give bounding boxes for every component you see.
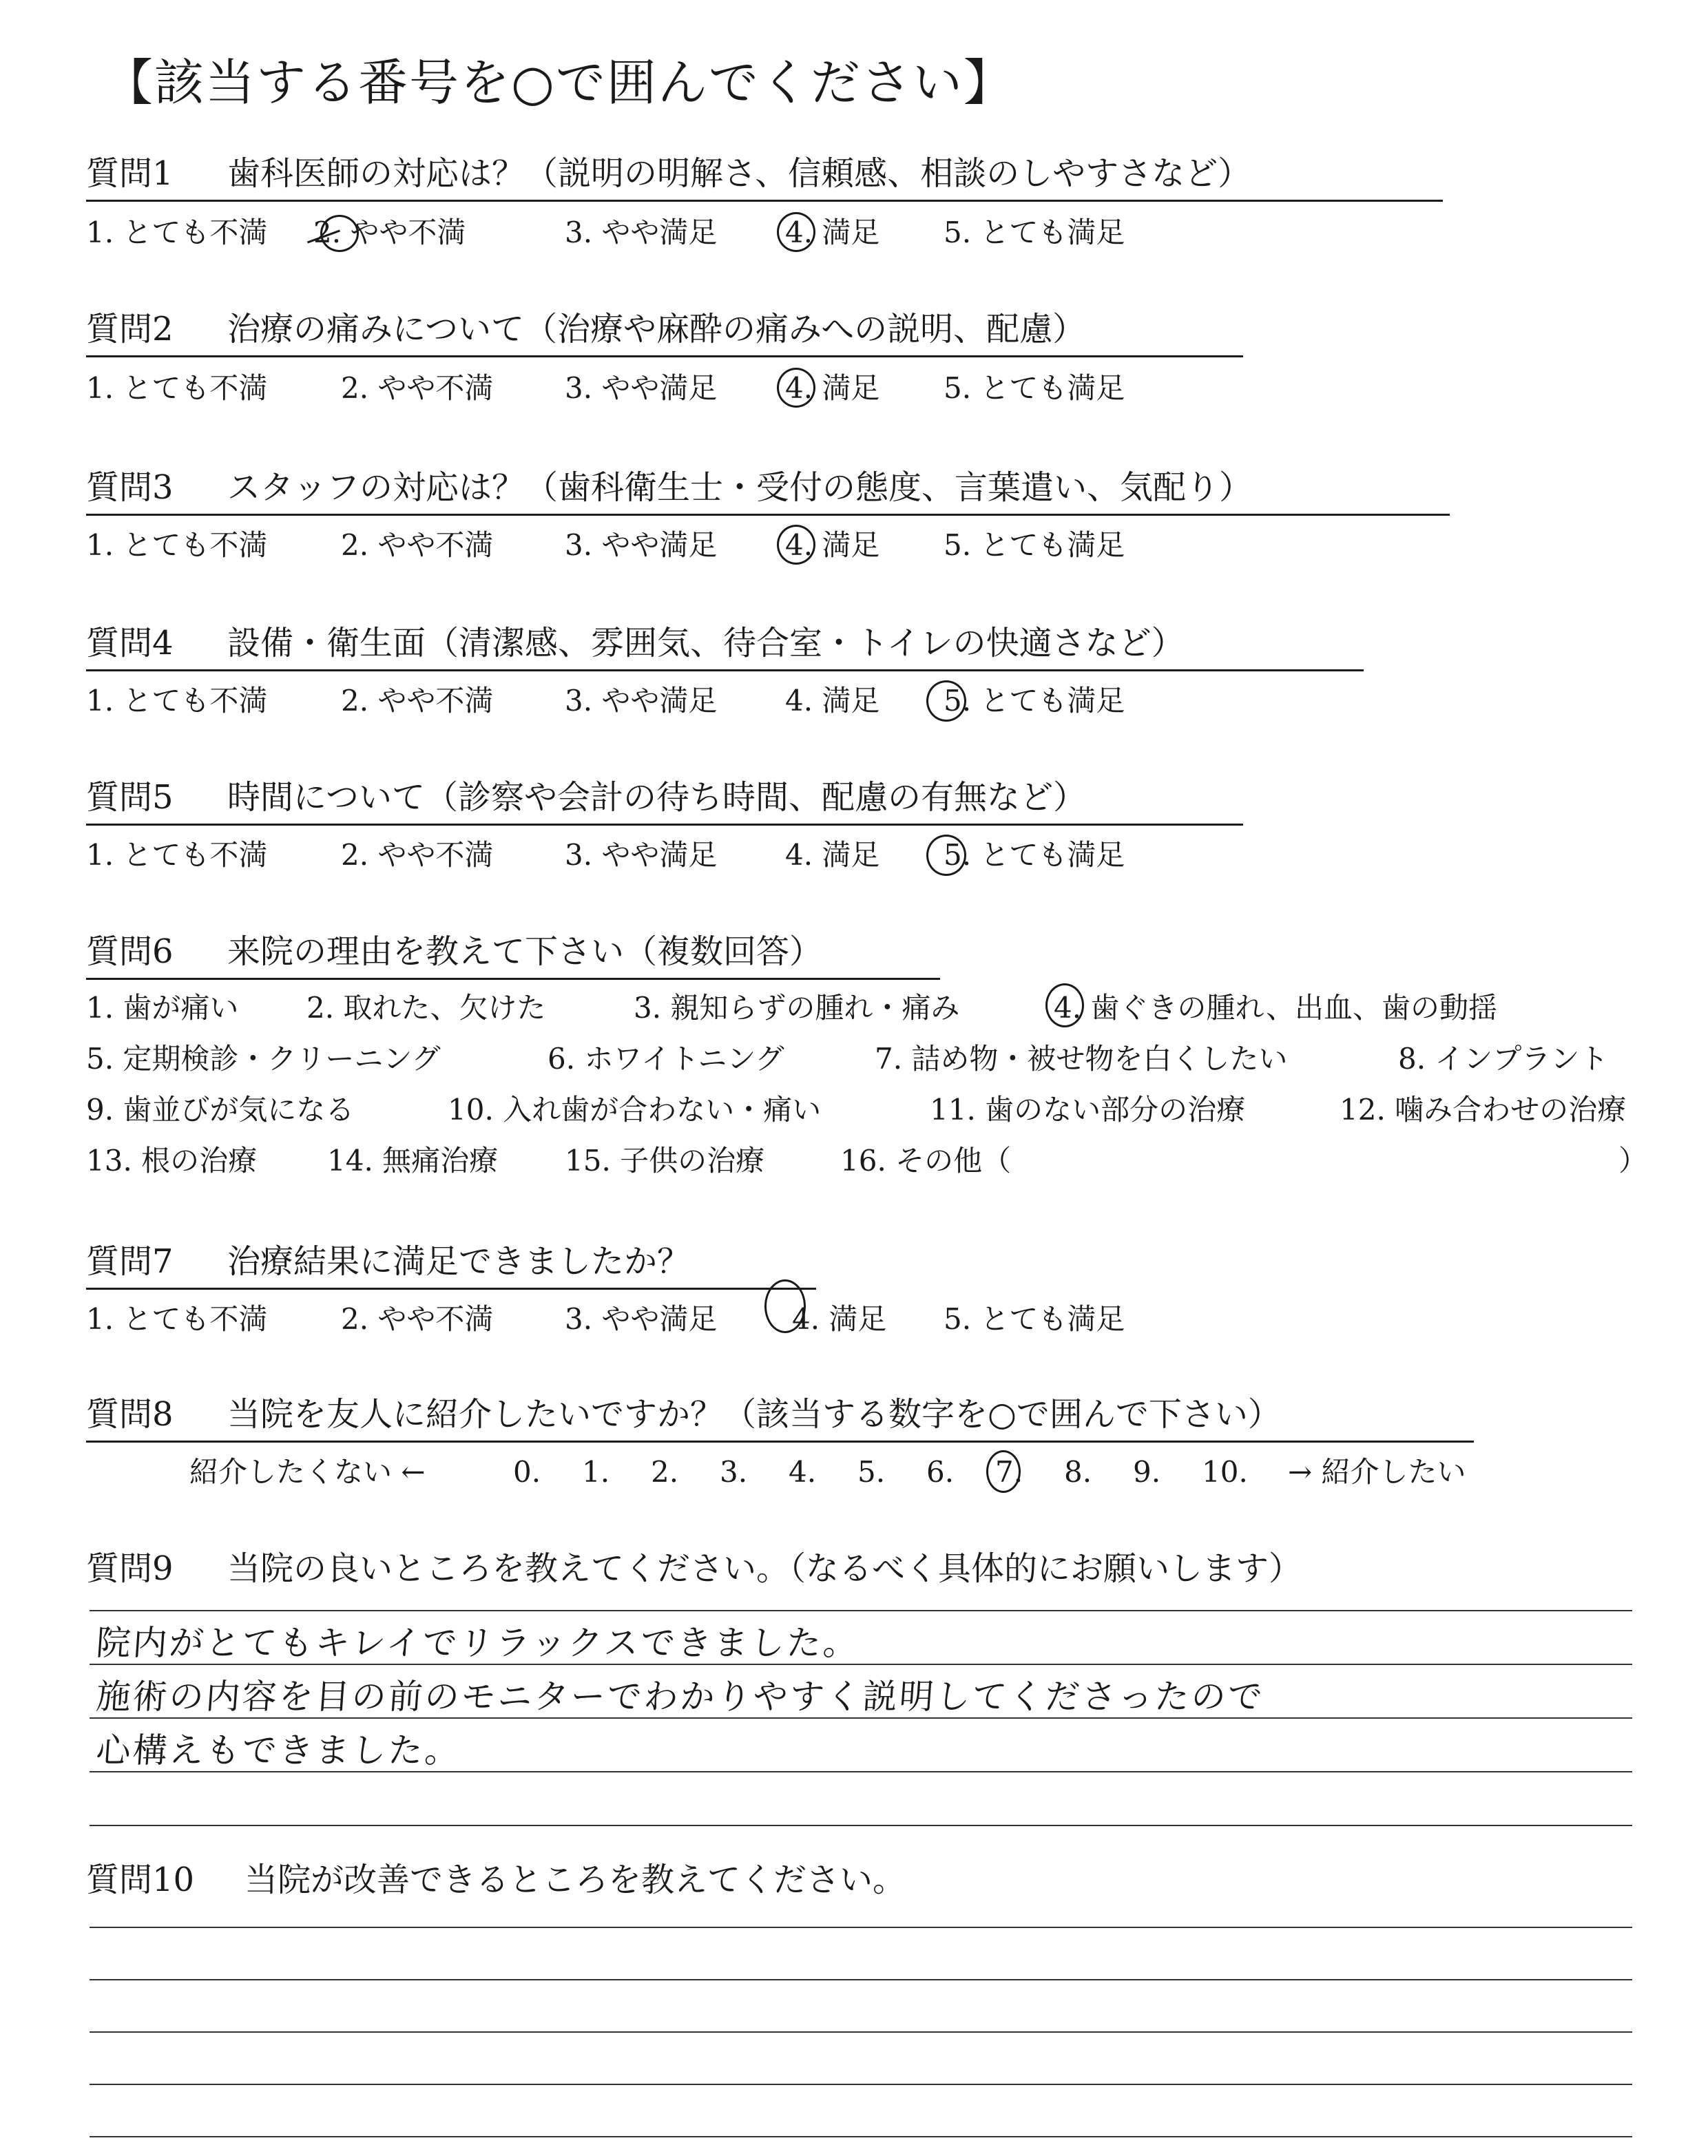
q6-option-4[interactable]: 4. 歯ぐきの腫れ、出血、歯の動揺: [1054, 991, 1497, 1025]
q4-option-4[interactable]: 4. 満足: [785, 684, 880, 718]
q8-scale-4[interactable]: 4.: [789, 1455, 817, 1489]
question-3-underline: [86, 514, 1450, 516]
question-5-text: 時間について（診察や会計の待ち時間、配慮の有無など）: [227, 778, 1087, 817]
q6-option-13[interactable]: 13. 根の治療: [86, 1144, 258, 1178]
q6-option-15[interactable]: 15. 子供の治療: [565, 1144, 765, 1178]
q10-answer-rule-3[interactable]: [90, 2031, 1632, 2033]
question-3-text: スタッフの対応は？（歯科衛生士・受付の態度、言葉遣い、気配り）: [227, 468, 1253, 507]
q7-option-4[interactable]: 4. 満足: [792, 1302, 887, 1336]
question-8-label: 質問8: [86, 1395, 174, 1434]
question-3-label: 質問3: [86, 468, 174, 507]
q3-option-3[interactable]: 3. やや満足: [565, 528, 718, 562]
q7-selection-circle: [764, 1279, 806, 1333]
q6-option-6[interactable]: 6. ホワイトニング: [548, 1042, 784, 1076]
question-9-text: 当院の良いところを教えてください。（なるべく具体的にお願いします）: [227, 1549, 1302, 1588]
q4-option-5[interactable]: 5. とても満足: [944, 684, 1125, 718]
q8-scale-9[interactable]: 9.: [1133, 1455, 1161, 1489]
q8-scale-3[interactable]: 3.: [720, 1455, 748, 1489]
q2-option-5[interactable]: 5. とても満足: [944, 371, 1125, 405]
q10-answer-rule-4[interactable]: [90, 2084, 1632, 2085]
q8-scale-6[interactable]: 6.: [926, 1455, 955, 1489]
q6-option-3[interactable]: 3. 親知らずの腫れ・痛み: [634, 991, 960, 1025]
question-4-underline: [86, 669, 1364, 671]
q9-answer-rule-1: [90, 1610, 1632, 1611]
q5-option-1[interactable]: 1. とても不満: [86, 838, 268, 872]
q6-option-1[interactable]: 1. 歯が痛い: [86, 991, 239, 1025]
q6-option-2[interactable]: 2. 取れた、欠けた: [306, 991, 546, 1025]
question-1-underline: [86, 200, 1443, 202]
q6-option-14[interactable]: 14. 無痛治療: [327, 1144, 499, 1178]
question-5-label: 質問5: [86, 778, 174, 817]
q1-selection-circle: [777, 212, 815, 252]
q5-option-5[interactable]: 5. とても満足: [944, 838, 1125, 872]
q3-option-1[interactable]: 1. とても不満: [86, 528, 268, 562]
q8-scale-0[interactable]: 0.: [513, 1455, 541, 1489]
q1-option-2[interactable]: 2. やや不満: [313, 216, 466, 249]
q6-option-10[interactable]: 10. 入れ歯が合わない・痛い: [448, 1093, 822, 1127]
question-7-label: 質問7: [86, 1242, 174, 1281]
question-4-label: 質問4: [86, 624, 174, 662]
question-9-label: 質問9: [86, 1549, 174, 1588]
q5-option-3[interactable]: 3. やや満足: [565, 838, 718, 872]
question-2-text: 治療の痛みについて（治療や麻酔の痛みへの説明、配慮）: [227, 310, 1086, 348]
q9-handwritten-line-1: 院内がとてもキレイでリラックスできました。: [94, 1623, 862, 1663]
q1-crossed-out-circle: [320, 215, 359, 252]
q6-option-11[interactable]: 11. 歯のない部分の治療: [930, 1093, 1246, 1127]
q2-option-2[interactable]: 2. やや不満: [341, 371, 494, 405]
q8-scale-right-label: → 紹介したい: [1288, 1455, 1466, 1489]
q6-option-8[interactable]: 8. インプラント: [1398, 1042, 1609, 1076]
q1-option-1[interactable]: 1. とても不満: [86, 216, 268, 249]
q3-option-4[interactable]: 4. 満足: [785, 528, 880, 562]
q10-answer-rule-5[interactable]: [90, 2136, 1632, 2137]
q7-option-2[interactable]: 2. やや不満: [341, 1302, 494, 1336]
question-7-text: 治療結果に満足できましたか？: [227, 1242, 691, 1281]
question-2-label: 質問2: [86, 310, 174, 348]
q2-selection-circle: [777, 368, 815, 408]
question-4-text: 設備・衛生面（清潔感、雰囲気、待合室・トイレの快適さなど）: [227, 624, 1185, 662]
q6-option-9[interactable]: 9. 歯並びが気になる: [86, 1093, 355, 1127]
q1-option-3[interactable]: 3. やや満足: [565, 216, 718, 249]
q6-option-7[interactable]: 7. 詰め物・被せ物を白くしたい: [875, 1042, 1288, 1076]
q2-option-1[interactable]: 1. とても不満: [86, 371, 268, 405]
q7-option-1[interactable]: 1. とても不満: [86, 1302, 268, 1336]
q8-scale-5[interactable]: 5.: [857, 1455, 886, 1489]
q6-selection-circle: [1045, 983, 1084, 1027]
q5-option-2[interactable]: 2. やや不満: [341, 838, 494, 872]
q2-option-4[interactable]: 4. 満足: [785, 371, 880, 405]
q2-option-3[interactable]: 3. やや満足: [565, 371, 718, 405]
question-6-underline: [86, 978, 940, 980]
question-2-underline: [86, 355, 1243, 357]
question-1-text: 歯科医師の対応は？（説明の明解さ、信頼感、相談のしやすさなど）: [227, 154, 1251, 193]
q6-option-5[interactable]: 5. 定期検診・クリーニング: [86, 1042, 441, 1076]
q6-option-16-close: ）: [1618, 1144, 1648, 1178]
q9-answer-rule-5: [90, 1825, 1632, 1826]
q8-scale-1[interactable]: 1.: [582, 1455, 610, 1489]
q5-option-4[interactable]: 4. 満足: [785, 838, 880, 872]
q4-option-3[interactable]: 3. やや満足: [565, 684, 718, 718]
q1-option-4[interactable]: 4. 満足: [785, 216, 880, 249]
q3-selection-circle: [777, 525, 815, 565]
q3-option-2[interactable]: 2. やや不満: [341, 528, 494, 562]
q8-scale-left-label: 紹介したくない ←: [189, 1455, 426, 1489]
q4-selection-circle: [926, 680, 966, 722]
q7-option-3[interactable]: 3. やや満足: [565, 1302, 718, 1336]
q8-scale-2[interactable]: 2.: [651, 1455, 679, 1489]
q8-scale-8[interactable]: 8.: [1064, 1455, 1092, 1489]
q10-answer-rule-2[interactable]: [90, 1979, 1632, 1980]
question-5-underline: [86, 824, 1243, 826]
q4-option-1[interactable]: 1. とても不満: [86, 684, 268, 718]
question-10-text: 当院が改善できるところを教えてください。: [244, 1861, 906, 1899]
q6-option-12[interactable]: 12. 噛み合わせの治療: [1340, 1093, 1627, 1127]
question-6-text: 来院の理由を教えて下さい（複数回答）: [227, 932, 823, 971]
q9-handwritten-line-2: 施術の内容を目の前のモニターでわかりやすく説明してくださったので: [94, 1677, 1266, 1717]
question-8-underline: [86, 1441, 1474, 1443]
q6-option-16[interactable]: 16. その他（: [840, 1144, 1012, 1178]
q7-option-5[interactable]: 5. とても満足: [944, 1302, 1125, 1336]
question-6-label: 質問6: [86, 932, 174, 971]
q9-handwritten-line-3: 心構えもできました。: [94, 1730, 463, 1770]
page-title: 【該当する番号を○で囲んでください】: [103, 54, 1014, 112]
question-1-label: 質問1: [86, 154, 174, 193]
q3-option-5[interactable]: 5. とても満足: [944, 528, 1125, 562]
q8-scale-10[interactable]: 10.: [1202, 1455, 1248, 1489]
question-7-underline: [86, 1288, 816, 1290]
q8-selection-circle: [986, 1450, 1021, 1493]
q8-scale-7[interactable]: 7.: [995, 1455, 1023, 1489]
q5-selection-circle: [926, 835, 966, 876]
q1-option-5[interactable]: 5. とても満足: [944, 216, 1125, 249]
question-8-text: 当院を友人に紹介したいですか？（該当する数字を○で囲んで下さい）: [227, 1395, 1281, 1434]
q10-answer-rule-1[interactable]: [90, 1927, 1632, 1928]
q4-option-2[interactable]: 2. やや不満: [341, 684, 494, 718]
question-10-label: 質問10: [86, 1861, 195, 1899]
